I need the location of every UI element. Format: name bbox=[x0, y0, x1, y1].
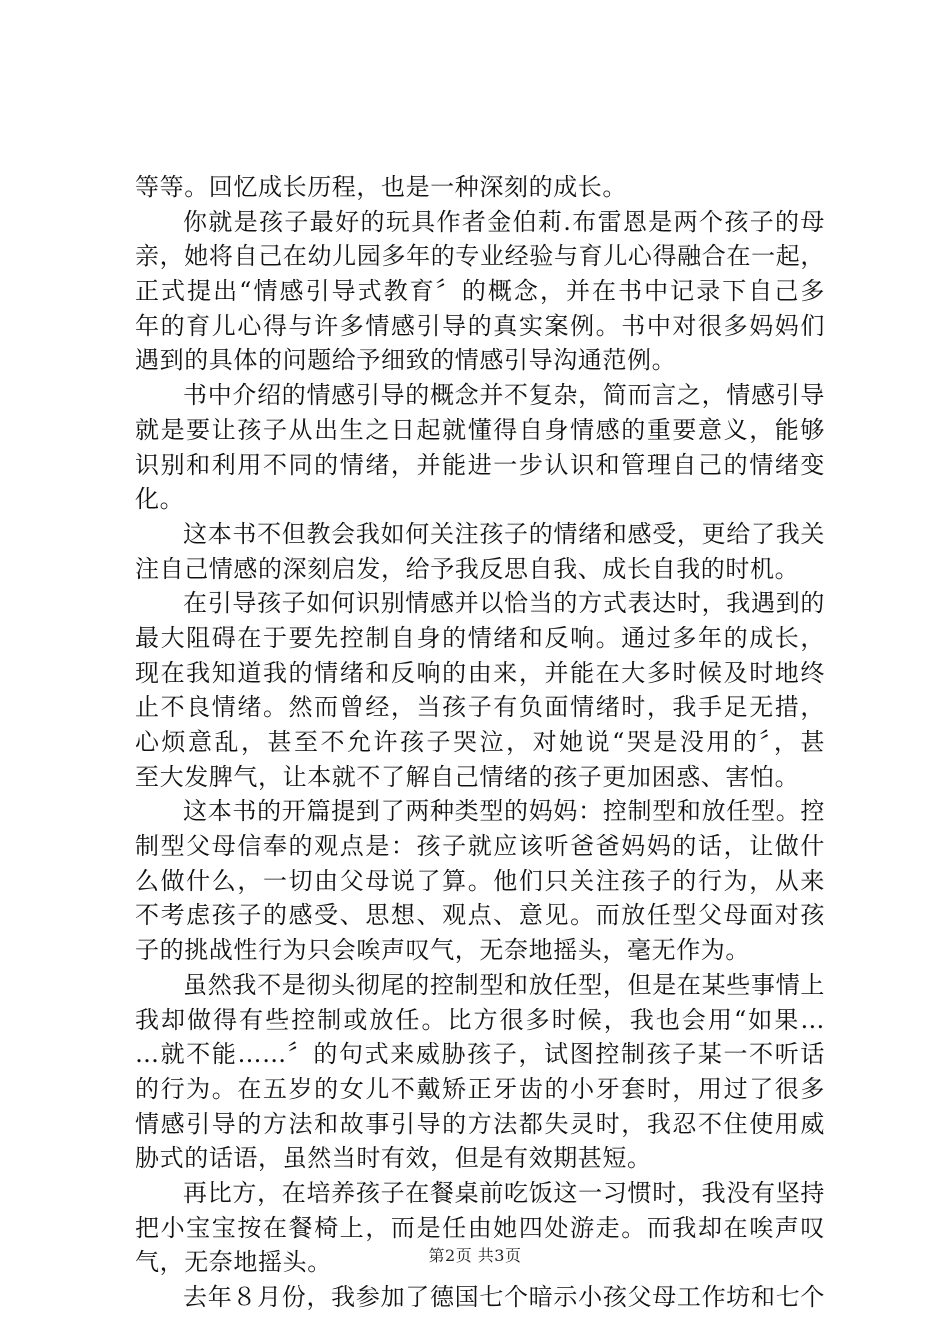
text-line: 我却做得有些控制或放任。比方很多时候，我也会用“如果… bbox=[135, 1005, 825, 1034]
text-line: 去年８月份，我参加了德国七个暗示小孩父母工作坊和七个 bbox=[183, 1283, 825, 1311]
page-footer: 第2页 共3页 bbox=[428, 1246, 522, 1265]
text-line: 在引导孩子如何识别情感并以恰当的方式表达时，我遇到的 bbox=[183, 589, 825, 618]
text-line: 注自己情感的深刻启发，给予我反思自我、成长自我的时机。 bbox=[135, 554, 800, 583]
text-line: 化。 bbox=[135, 485, 185, 514]
text-line: 亲，她将自己在幼儿园多年的专业经验与育儿心得融合在一起， bbox=[135, 242, 825, 271]
text-line: 不考虑孩子的感受、思想、观点、意见。而放任型父母面对孩 bbox=[135, 901, 825, 930]
text-line: 正式提出“情感引导式教育〞的概念，并在书中记录下自己多 bbox=[135, 277, 825, 306]
text-line: 这本书的开篇提到了两种类型的妈妈：控制型和放任型。控 bbox=[183, 797, 825, 826]
text-line: 心烦意乱，甚至不允许孩子哭泣，对她说“哭是没用的〞，甚 bbox=[135, 728, 825, 756]
text-line: 么做什么，一切由父母说了算。他们只关注孩子的行为，从来 bbox=[135, 866, 825, 895]
text-line: 把小宝宝按在餐椅上，而是任由她四处游走。而我却在唉声叹 bbox=[135, 1213, 825, 1242]
text-line: 现在我知道我的情绪和反响的由来，并能在大多时候及时地终 bbox=[135, 658, 825, 687]
body-text bbox=[135, 170, 825, 1315]
text-line: 识别和利用不同的情绪，并能进一步认识和管理自己的情绪变 bbox=[135, 450, 825, 479]
text-line: 制型父母信奉的观点是：孩子就应该听爸爸妈妈的话，让做什 bbox=[135, 832, 825, 861]
text-line: 最大阻碍在于要先控制自身的情绪和反响。通过多年的成长， bbox=[135, 623, 825, 652]
text-line: 情感引导的方法和故事引导的方法都失灵时，我忍不住使用威 bbox=[135, 1109, 825, 1138]
text-line: 虽然我不是彻头彻尾的控制型和放任型，但是在某些事情上 bbox=[183, 970, 825, 999]
text-line: 止不良情绪。然而曾经，当孩子有负面情绪时，我手足无措， bbox=[135, 693, 825, 722]
text-line: 胁式的话语，虽然当时有效，但是有效期甚短。 bbox=[135, 1144, 652, 1173]
text-line: 等等。回忆成长历程，也是一种深刻的成长。 bbox=[135, 173, 627, 201]
text-line: 年的育儿心得与许多情感引导的真实案例。书中对很多妈妈们 bbox=[135, 311, 825, 340]
text-line: 你就是孩子最好的玩具作者金伯莉.布雷恩是两个孩子的母 bbox=[183, 207, 825, 236]
text-line: 的行为。在五岁的女儿不戴矫正牙齿的小牙套时，用过了很多 bbox=[135, 1074, 825, 1103]
text-line: 遇到的具体的问题给予细致的情感引导沟通范例。 bbox=[135, 346, 677, 375]
text-line: 这本书不但教会我如何关注孩子的情绪和感受，更给了我关 bbox=[183, 519, 825, 548]
text-line: 书中介绍的情感引导的概念并不复杂，简而言之，情感引导 bbox=[183, 381, 825, 410]
text-line: 子的挑战性行为只会唉声叹气，无奈地摇头，毫无作为。 bbox=[135, 936, 750, 965]
text-line: …就不能……〞的句式来威胁孩子，试图控制孩子某一不听话 bbox=[135, 1040, 825, 1069]
text-line: 气，无奈地摇头。 bbox=[135, 1248, 332, 1277]
text-line: 再比方，在培养孩子在餐桌前吃饭这一习惯时，我没有坚持 bbox=[183, 1178, 825, 1207]
text-line: 至大发脾气，让本就不了解自己情绪的孩子更加困惑、害怕。 bbox=[135, 762, 800, 791]
text-line: 就是要让孩子从出生之日起就懂得自身情感的重要意义，能够 bbox=[135, 415, 825, 444]
